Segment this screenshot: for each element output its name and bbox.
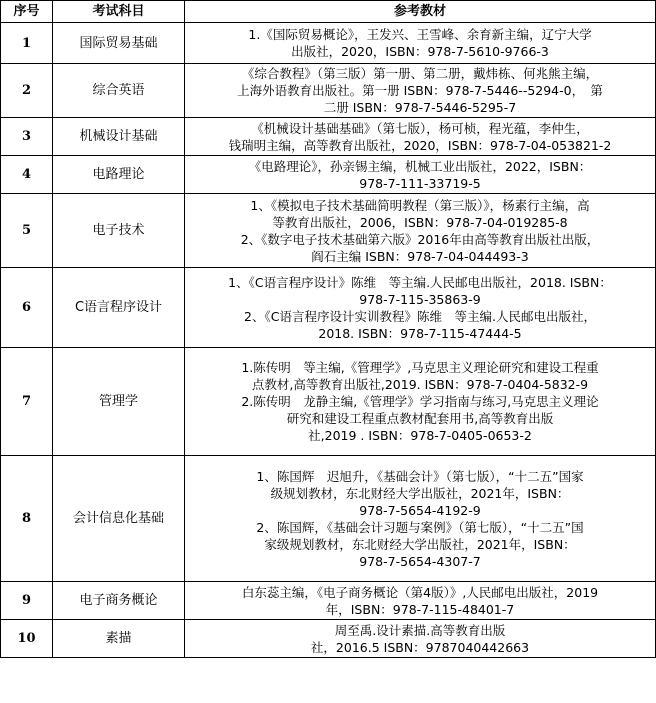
header-no: 序号: [1, 1, 53, 23]
row-number: 7: [1, 348, 53, 456]
book-line: 周至禹.设计素描.高等教育出版: [334, 622, 506, 638]
row-reference-books: [185, 194, 656, 268]
row-reference-books: [185, 348, 656, 456]
row-number: 6: [1, 268, 53, 348]
row-reference-books: [185, 620, 656, 658]
table-row: [1, 582, 656, 620]
book-line: 1.《国际贸易概论》，王发兴、王雪峰、余育新主编，辽宁大学: [248, 27, 592, 42]
book-line: 《机械设计基础基础》（第七版），杨可桢，程光蕴，李仲生，: [251, 120, 589, 136]
row-reference-books: [185, 23, 656, 64]
book-line: 上海外语教育出版社。第一册 ISBN：978-7-5446--5294-0， 第: [237, 83, 603, 98]
book-line: 家级规划教材，东北财经大学出版社，2021年，ISBN：: [264, 536, 576, 552]
row-subject: 管理学: [53, 348, 185, 456]
book-line: 级规划教材，东北财经大学出版社，2021年，ISBN：: [270, 485, 570, 501]
row-number: 4: [1, 156, 53, 194]
row-reference-books: [185, 456, 656, 582]
book-line: 978-7-5654-4307-7: [359, 553, 481, 569]
row-subject: 电子商务概论: [53, 582, 185, 620]
table-row: [1, 156, 656, 194]
row-subject: 机械设计基础: [53, 118, 185, 156]
book-line: 社,2019 . ISBN：978-7-0405-0653-2: [308, 428, 532, 443]
book-line: 2、《C语言程序设计实训教程》陈维 等主编.人民邮电出版社，: [244, 308, 596, 324]
row-subject: 电子技术: [53, 194, 185, 268]
row-subject: 综合英语: [53, 64, 185, 118]
row-number: 3: [1, 118, 53, 156]
header-subject: 考试科目: [53, 1, 185, 23]
book-line: 2、陈国辉，《基础会计习题与案例》（第七版），“十二五”国: [256, 519, 584, 535]
row-reference-books: [185, 582, 656, 620]
row-number: 1: [1, 23, 53, 64]
row-number: 9: [1, 582, 53, 620]
book-line: 2.陈传明 龙静主编,《管理学》学习指南与练习,马克思主义理论: [241, 394, 599, 409]
book-line: 白东蕊主编，《电子商务概论（第4版）》,人民邮电出版社，2019: [241, 584, 599, 600]
book-line: 点教材,高等教育出版社,2019. ISBN：978-7-0404-5832-9: [251, 377, 589, 392]
row-subject: 国际贸易基础: [53, 23, 185, 64]
book-line: 1.陈传明 等主编,《管理学》,马克思主义理论研究和建设工程重: [241, 360, 599, 375]
book-line: 《电路理论》，孙亲锡主编，机械工业出版社，2022，ISBN：: [248, 158, 592, 174]
book-line: 978-7-115-35863-9: [359, 291, 481, 307]
book-line: 二册 ISBN：978-7-5446-5295-7: [323, 100, 517, 115]
row-reference-books: [185, 64, 656, 118]
book-line: 1、陈国辉 迟旭升，《基础会计》（第七版），“十二五”国家: [256, 468, 584, 484]
header-books: 参考教材: [185, 1, 656, 23]
book-line: 研究和建设工程重点教材配套用书,高等教育出版: [286, 411, 554, 426]
table-row: [1, 118, 656, 156]
header-row: [1, 1, 656, 23]
row-reference-books: [185, 156, 656, 194]
row-number: 10: [1, 620, 53, 658]
row-subject: 电路理论: [53, 156, 185, 194]
table-row: [1, 194, 656, 268]
row-reference-books: [185, 118, 656, 156]
row-number: 2: [1, 64, 53, 118]
book-line: 2、《数字电子技术基础第六版》2016年由高等教育出版社出版，: [240, 231, 600, 247]
row-subject: C语言程序设计: [53, 268, 185, 348]
table-row: [1, 23, 656, 64]
book-line: 978-7-111-33719-5: [359, 175, 481, 191]
book-line: 社，2016.5 ISBN：9787040442663: [310, 639, 530, 655]
table-row: [1, 620, 656, 658]
table-row: [1, 268, 656, 348]
table-row: [1, 456, 656, 582]
book-line: 1、《模拟电子技术基础简明教程（第三版）》，杨素行主编，高: [250, 197, 590, 213]
book-line: 1、《C语言程序设计》陈维 等主编.人民邮电出版社，2018. ISBN：: [228, 274, 612, 290]
book-line: 出版社，2020，ISBN：978-7-5610-9766-3: [291, 44, 549, 59]
book-line: 《综合教程》（第三版）第一册、第二册，戴炜栋、何兆熊主编，: [241, 66, 599, 81]
row-number: 5: [1, 194, 53, 268]
book-line: 2018. ISBN：978-7-115-47444-5: [318, 325, 522, 341]
book-line: 等教育出版社，2006，ISBN：978-7-04-019285-8: [272, 214, 568, 230]
row-subject: 素描: [53, 620, 185, 658]
book-line: 年，ISBN：978-7-115-48401-7: [325, 601, 515, 617]
row-reference-books: [185, 268, 656, 348]
book-line: 钱瑞明主编，高等教育出版社，2020，ISBN：978-7-04-053821-2: [228, 137, 612, 153]
table-row: [1, 348, 656, 456]
row-subject: 会计信息化基础: [53, 456, 185, 582]
table-row: [1, 64, 656, 118]
book-line: 978-7-5654-4192-9: [359, 502, 481, 518]
book-line: 阎石主编 ISBN：978-7-04-044493-3: [311, 248, 529, 264]
row-number: 8: [1, 456, 53, 582]
table-body: [1, 23, 656, 658]
